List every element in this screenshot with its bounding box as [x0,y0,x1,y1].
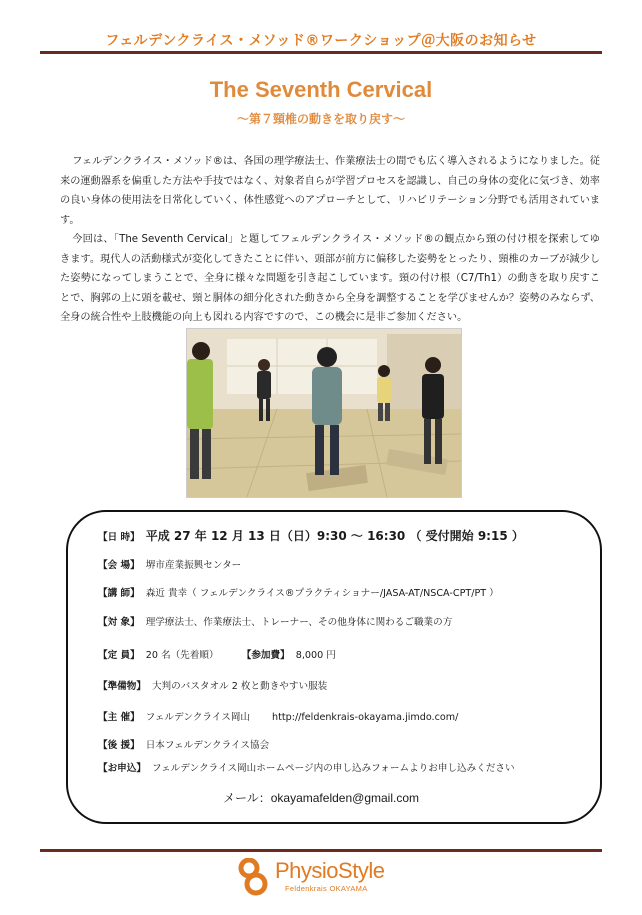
capacity-value: 20 名（先着順） [145,650,219,661]
detail-target [98,614,452,628]
capacity-label: 【定 員】 [98,650,140,661]
target-label: 【対 象】 [98,617,140,628]
organizer-value: フェルデンクライス岡山 [145,712,251,723]
instructor-value: 森近 貴幸（ フェルデンクライス®プラクティショナー/JASA-AT/NSCA-CPT/PT ） [145,588,499,599]
items-value: 大判のバスタオル 2 枚と動きやすい服装 [151,681,328,692]
intro-paragraph-2: 今回は、「The Seventh Cervical」と題してフェルデンクライス・メソッド®の観点から頸の付け根を探索してゆきます。現代人の活動様式が変化してきたことに伴い、頭部が前方に偏移した姿勢をとったり、頸椎のカーブが減少した姿勢になってしまうことで、全身に様々な問題を引き起こしています。頸の付け根（C7/Th1）の動きを取り戻すことで、胸郭の上に頭を載せ、頸と胴体の細分化された動きから全身を調整することを学びませんか？姿勢のみならず、全身の統合性や上肢機能の向上も図れる内容ですので、この機会に是非ご参加ください。 [60,234,600,323]
logo-tagline: Feldenkrais OKAYAMA [285,884,368,893]
detail-venue [98,557,241,571]
instructor-label: 【講 師】 [98,588,140,599]
sub-title: ～第７頸椎の動きを取り戻す～ [236,112,405,126]
detail-items [98,678,327,692]
bottom-rule [40,849,602,852]
fee-value: 8,000 円 [295,650,336,661]
organizer-url-link[interactable]: http://feldenkrais-okayama.jimdo.com/ [272,712,459,723]
workshop-photo [186,328,462,498]
detail-capacity [98,647,336,661]
target-value: 理学療法士、作業療法士、トレーナー、その他身体に関わるご職業の方 [145,617,453,628]
physiostyle-logo [237,858,407,898]
apply-value: フェルデンクライス岡山ホームページ内の申し込みフォームよりお申し込みください [151,763,515,774]
top-rule [40,51,602,54]
fee-label: 【参加費】 [246,650,290,661]
venue-value: 堺市産業振興センター [145,560,242,571]
logo-mark-icon [237,858,271,896]
header-title: フェルデンクライス・メソッド®ワークショップ＠大阪のお知らせ [105,33,537,49]
detail-instructor [98,585,499,599]
venue-label: 【会 場】 [98,560,140,571]
detail-support [98,737,269,751]
date-value: 平成 27 年 12 月 13 日（日）9:30 ～ 16:30 （ 受付開始 9:15 ） [145,529,524,543]
intro-text [60,152,600,328]
contact-email[interactable]: メール：okayamafelden@gmail.com [222,791,419,805]
support-value: 日本フェルデンクライス協会 [145,740,270,751]
main-title: The Seventh Cervical [209,77,433,102]
support-label: 【後 援】 [98,740,140,751]
apply-label: 【お申込】 [98,763,146,774]
items-label: 【準備物】 [98,681,146,692]
intro-paragraph-1: フェルデンクライス・メソッド®は、各国の理学療法士、作業療法士の間でも広く導入されるようになりました。従来の運動器系を偏重した方法や手技ではなく、対象者自らが学習プロセスを認識し、自己の身体の変化に気づき、効率の良い身体の使用法を日常化していく、体性感覚へのアプローチとして、リハビリテーション分野でも活用されています。 [60,156,600,226]
detail-date [98,527,524,544]
detail-apply [98,760,515,774]
date-label: 【日 時】 [98,532,140,543]
organizer-label: 【主 催】 [98,712,140,723]
logo-name: PhysioStyle [275,858,385,883]
detail-organizer [98,709,458,723]
